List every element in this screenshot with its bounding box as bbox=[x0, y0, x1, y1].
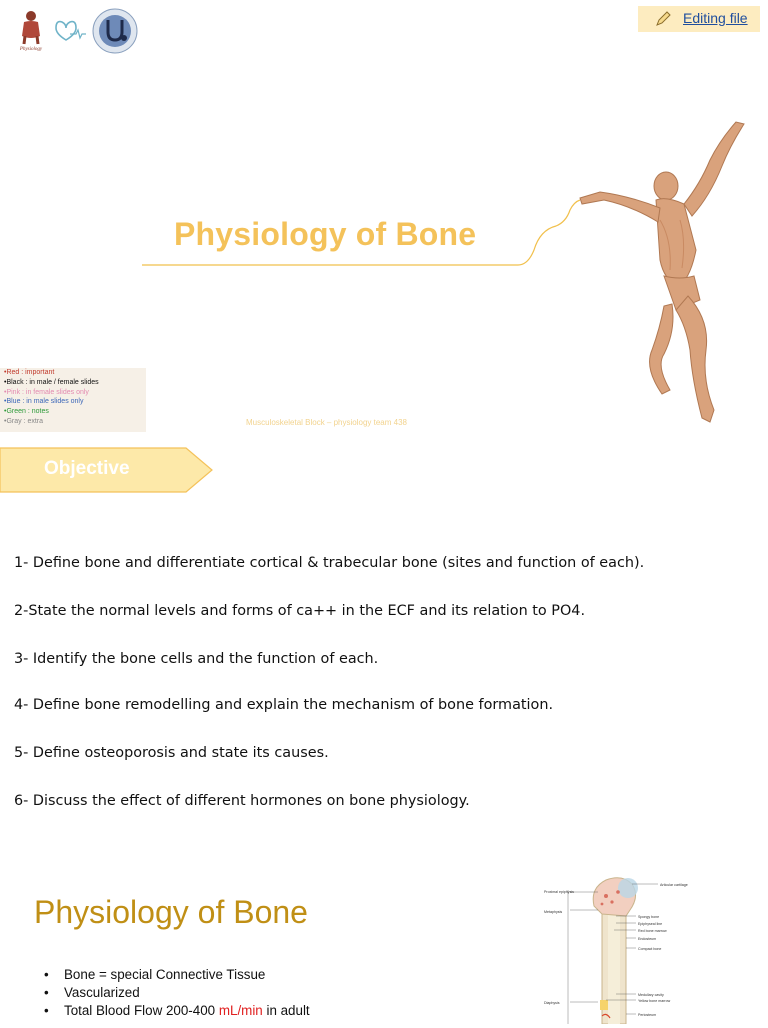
legend-blue: •Blue : in male slides only bbox=[4, 398, 84, 406]
bullet-item: • Vascularized bbox=[44, 984, 310, 1002]
bullet-item: • Bone = special Connective Tissue bbox=[44, 966, 310, 984]
diagram-label: Yellow bone marrow bbox=[638, 999, 671, 1003]
footer-text: Musculoskeletal Block – physiology team 438 bbox=[246, 418, 407, 427]
legend-red: •Red : important bbox=[4, 369, 55, 376]
diagram-label: Red bone marrow bbox=[638, 929, 667, 933]
diagram-label: Medullary cavity bbox=[638, 993, 664, 997]
pencil-icon bbox=[654, 10, 672, 28]
diagram-label: Endosteum bbox=[638, 937, 657, 941]
objective-label: Objective bbox=[44, 458, 130, 479]
objective-item-1: 1- Define bone and differentiate cortical & trabecular bone (sites and function of each). bbox=[14, 555, 645, 571]
diagram-label: Diaphysis bbox=[544, 1001, 560, 1005]
bone-diagram bbox=[540, 866, 768, 1024]
diagram-label: Proximal epiphysis bbox=[544, 890, 574, 894]
diagram-label: Epiphyseal line bbox=[638, 922, 663, 926]
editing-file-link[interactable]: Editing file bbox=[683, 10, 748, 26]
objective-item-4: 4- Define bone remodelling and explain the mechanism of bone formation. bbox=[14, 697, 554, 713]
objective-item-3: 3- Identify the bone cells and the function of each. bbox=[14, 651, 379, 667]
bullet-list bbox=[44, 966, 310, 1020]
bullet-item: • Total Blood Flow 200-400 mL/min in adult bbox=[44, 1002, 310, 1020]
color-legend bbox=[0, 368, 146, 432]
objective-item-2: 2-State the normal levels and forms of ca++ in the ECF and its relation to PO4. bbox=[14, 603, 586, 619]
section-title: Physiology of Bone bbox=[34, 894, 308, 930]
diagram-label: Compact bone bbox=[638, 947, 662, 951]
heart-logo bbox=[50, 16, 88, 44]
stethoscope-logo bbox=[92, 8, 138, 54]
legend-pink: •Pink : in female slides only bbox=[4, 388, 89, 396]
diagram-label: Articular cartilage bbox=[660, 883, 688, 887]
legend-green: •Green : notes bbox=[4, 408, 49, 416]
legend-black: •Black : in male / female slides bbox=[4, 378, 99, 386]
diagram-label: Metaphysis bbox=[544, 910, 563, 914]
objective-item-6: 6- Discuss the effect of different hormones on bone physiology. bbox=[14, 793, 470, 809]
diagram-label: Periosteum bbox=[638, 1013, 657, 1017]
physiology-logo bbox=[16, 8, 46, 52]
legend-gray: •Gray : extra bbox=[4, 417, 44, 425]
page-title: Physiology of Bone bbox=[174, 216, 477, 252]
objective-item-5: 5- Define osteoporosis and state its causes. bbox=[14, 745, 329, 761]
anatomy-figure bbox=[560, 100, 768, 440]
logo-text: Physiology bbox=[19, 47, 43, 52]
diagram-label: Spongy bone bbox=[638, 915, 660, 919]
